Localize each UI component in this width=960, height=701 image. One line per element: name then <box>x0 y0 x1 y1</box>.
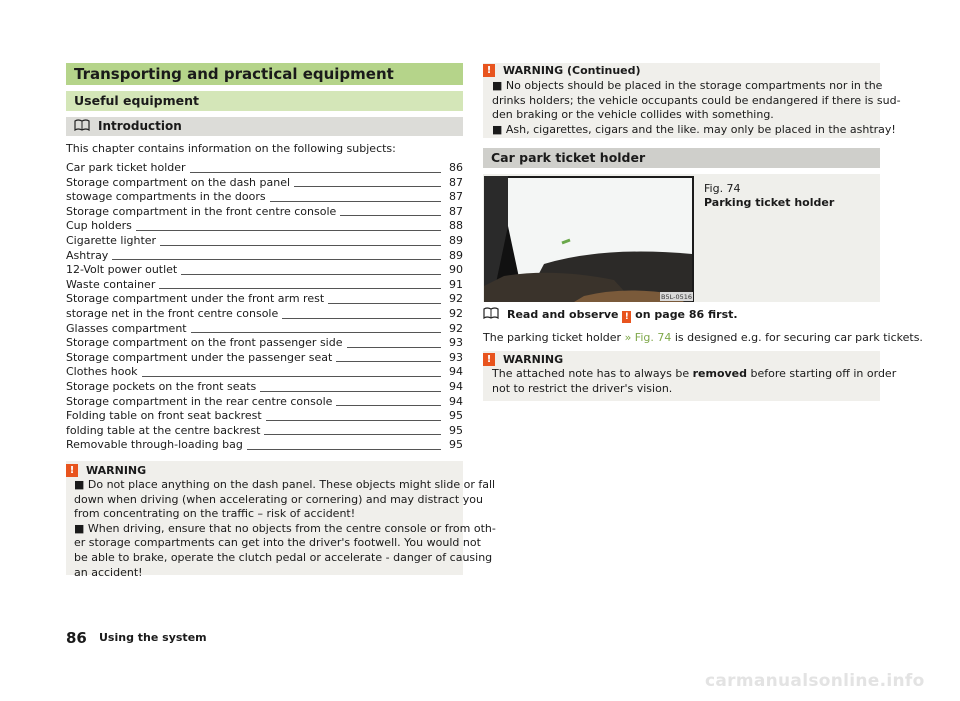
toc-entry-label: Storage compartment on the dash panel <box>66 175 291 189</box>
toc-entry-label: Storage compartment in the front centre console <box>66 204 337 218</box>
body-text: The parking ticket holder » Fig. 74 is designed e.g. for securing car park tickets. <box>483 331 923 344</box>
toc-leader-line <box>347 347 442 348</box>
toc-leader-line <box>340 215 441 216</box>
toc-entry[interactable] <box>66 190 463 205</box>
toc-entry-page: 95 <box>449 409 463 423</box>
toc-entry-label: Waste container <box>66 277 156 291</box>
toc-entry-label: Cup holders <box>66 219 132 233</box>
warning-line: den braking or the vehicle collides with something. <box>492 108 774 122</box>
warning-icon: ! <box>66 464 78 477</box>
toc-leader-line <box>160 245 441 246</box>
toc-entry-label: Folding table on front seat backrest <box>66 409 262 423</box>
toc-entry-label: Storage compartment under the front arm rest <box>66 292 325 306</box>
warning-line: from concentrating on the traffic – risk of accident! <box>74 507 356 521</box>
warning-line: ■ When driving, ensure that no objects from the centre console or from oth- <box>74 521 496 535</box>
toc-entry-label: Removable through-loading bag <box>66 438 243 452</box>
toc-entry-page: 86 <box>449 161 463 174</box>
toc-entry[interactable] <box>66 409 463 424</box>
toc-entry-page: 93 <box>449 350 463 364</box>
toc-entry-label: Ashtray <box>66 248 109 262</box>
toc-entry[interactable] <box>66 336 463 351</box>
toc-leader-line <box>159 288 441 289</box>
chapter-title: Transporting and practical equipment <box>66 63 463 85</box>
toc-leader-line <box>270 201 441 202</box>
toc-entry-page: 94 <box>449 365 463 379</box>
book-icon <box>74 119 90 131</box>
warning-line: down when driving (when accelerating or cornering) and may distract you <box>74 492 483 506</box>
toc-leader-line <box>264 434 441 435</box>
toc-leader-line <box>336 361 441 362</box>
warning-title: WARNING <box>86 464 147 477</box>
toc-entry-label: folding table at the centre backrest <box>66 423 261 437</box>
warning-continued-text <box>492 79 901 137</box>
warning-title: WARNING <box>503 353 564 366</box>
toc-leader-line <box>328 303 441 304</box>
toc-entry-label: Cigarette lighter <box>66 233 157 247</box>
toc-entry[interactable] <box>66 292 463 307</box>
toc-entry-page: 90 <box>449 263 463 277</box>
toc-entry-page: 95 <box>449 423 463 437</box>
warning-line: drinks holders; the vehicle occupants could be endangered if there is sud- <box>492 93 901 107</box>
toc-entry[interactable] <box>66 395 463 410</box>
toc-entry-page: 94 <box>449 379 463 393</box>
warning-line: ■ No objects should be placed in the storage compartments nor in the <box>492 79 883 92</box>
warning-line: be able to brake, operate the clutch pedal or accelerate - danger of causing <box>74 550 493 564</box>
toc-leader-line <box>260 391 441 392</box>
toc-leader-line <box>136 230 441 231</box>
image-code: B5L-0516 <box>661 293 692 301</box>
toc-leader-line <box>282 318 441 319</box>
warning-box-right <box>483 351 897 401</box>
toc-entry[interactable] <box>66 365 463 380</box>
toc-leader-line <box>266 420 441 421</box>
toc-entry-label: Clothes hook <box>66 365 138 379</box>
toc-entry-page: 87 <box>449 190 463 204</box>
toc-leader-line <box>294 186 441 187</box>
toc-entry[interactable] <box>66 278 463 293</box>
toc-leader-line <box>142 376 441 377</box>
warning-line: an accident! <box>74 565 143 579</box>
figure-number: Fig. 74 <box>704 182 741 195</box>
toc-entry-page: 92 <box>449 321 463 335</box>
toc-entry[interactable] <box>66 205 463 220</box>
warning-box <box>66 461 496 579</box>
toc-entry[interactable] <box>66 424 463 439</box>
figure-caption: Parking ticket holder <box>704 196 835 209</box>
warning-continued-title: WARNING (Continued) <box>503 64 641 77</box>
warning-text-line2: not to restrict the driver's vision. <box>492 382 673 395</box>
page-number: 86 <box>66 629 87 647</box>
toc-entry-page: 94 <box>449 394 463 408</box>
toc-entry-page: 93 <box>449 336 463 350</box>
toc-entry-label: 12-Volt power outlet <box>66 263 178 277</box>
toc-leader-line <box>247 449 441 450</box>
toc-entry[interactable] <box>66 161 463 176</box>
watermark: carmanualsonline.info <box>705 671 925 691</box>
toc-leader-line <box>336 405 441 406</box>
toc-entry-page: 87 <box>449 175 463 189</box>
intro-title: Introduction <box>98 119 182 133</box>
warning-icon: ! <box>622 311 631 323</box>
toc-entry-label: Glasses compartment <box>66 321 187 335</box>
toc-entry-page: 89 <box>449 233 463 247</box>
toc-leader-line <box>181 274 441 275</box>
warning-text: The attached note has to always be removed before starting off in order <box>492 367 897 380</box>
toc-entry-page: 87 <box>449 204 463 218</box>
toc-entry-label: Storage compartment under the passenger seat <box>66 350 333 364</box>
warning-line: ■ Do not place anything on the dash panel. These objects might slide or fall <box>74 478 496 491</box>
toc-list <box>66 161 463 453</box>
toc-entry-page: 89 <box>449 248 463 262</box>
toc-leader-line <box>190 172 441 173</box>
warning-icon: ! <box>483 64 495 77</box>
book-icon <box>483 307 499 319</box>
toc-entry[interactable] <box>66 380 463 395</box>
toc-entry[interactable] <box>66 263 463 278</box>
toc-entry-label: Car park ticket holder <box>66 161 186 174</box>
toc-entry[interactable] <box>66 322 463 337</box>
warning-icon: ! <box>483 353 495 366</box>
toc-entry-label: Storage compartment on the front passenger side <box>66 336 343 350</box>
intro-header <box>66 117 463 136</box>
read-observe: Read and observe ! on page 86 first. <box>483 307 738 323</box>
toc-entry-label: stowage compartments in the doors <box>66 190 266 204</box>
toc-entry-label: Storage compartment in the rear centre console <box>66 394 333 408</box>
toc-leader-line <box>112 259 441 260</box>
toc-entry-page: 95 <box>449 438 463 452</box>
warning-line: ■ Ash, cigarettes, cigars and the like. may only be placed in the ashtray! <box>492 122 896 136</box>
figure-image <box>484 176 694 302</box>
section-title: Useful equipment <box>66 91 463 111</box>
toc-entry[interactable] <box>66 438 463 453</box>
toc-entry[interactable] <box>66 307 463 322</box>
section-title-car-park: Car park ticket holder <box>483 148 880 168</box>
toc-entry[interactable] <box>66 234 463 249</box>
toc-leader-line <box>191 332 441 333</box>
warning-line: er storage compartments can get into the driver's footwell. You would not <box>74 536 481 550</box>
toc-entry-page: 88 <box>449 219 463 233</box>
figure-box <box>483 174 880 302</box>
toc-entry-label: Storage pockets on the front seats <box>66 379 257 393</box>
toc-entry[interactable] <box>66 219 463 234</box>
intro-text: This chapter contains information on the following subjects: <box>66 142 396 155</box>
toc-entry[interactable] <box>66 249 463 264</box>
toc-entry-page: 91 <box>449 277 463 291</box>
footer-section: Using the system <box>99 631 207 644</box>
toc-entry[interactable] <box>66 176 463 191</box>
warning-continued-box <box>483 63 901 138</box>
toc-entry-page: 92 <box>449 306 463 320</box>
toc-entry-label: storage net in the front centre console <box>66 306 279 320</box>
figure-link[interactable]: » Fig. 74 <box>624 331 672 344</box>
warning-text <box>74 478 496 580</box>
toc-entry-page: 92 <box>449 292 463 306</box>
toc-entry[interactable] <box>66 351 463 366</box>
